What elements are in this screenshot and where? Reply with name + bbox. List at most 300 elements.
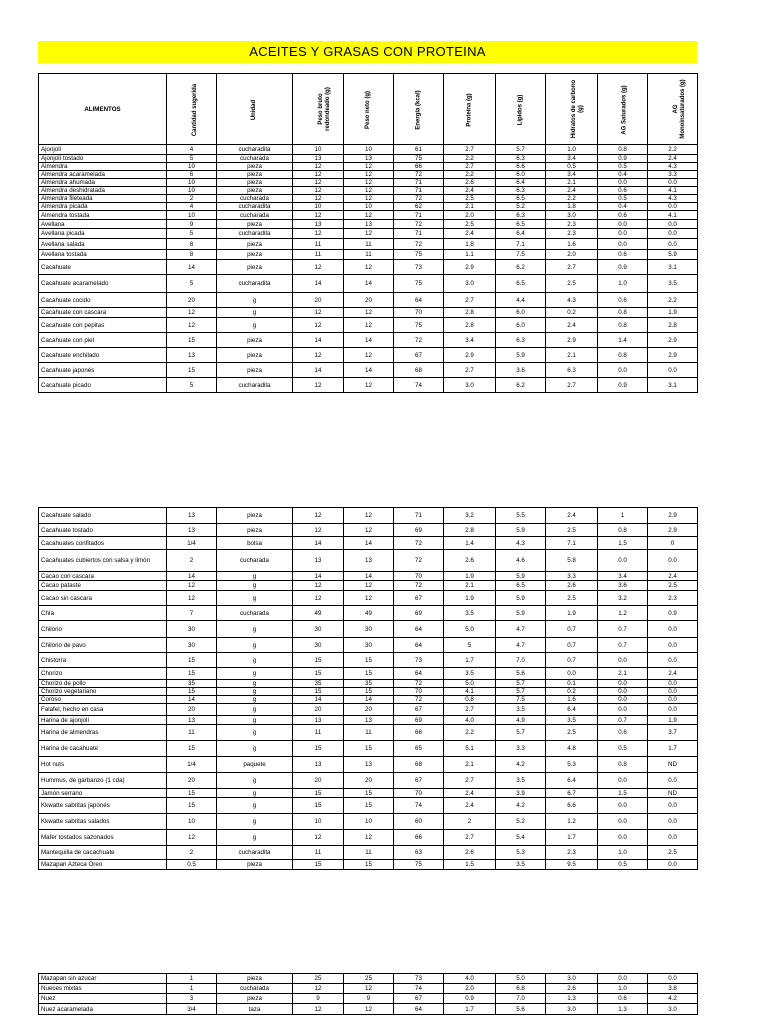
- gross-weight: 12: [293, 163, 344, 171]
- carbs: 1.2: [546, 814, 598, 830]
- saturated-fat: 0.0: [598, 653, 648, 668]
- protein: 0.9: [444, 994, 496, 1004]
- monounsaturated-fat: 0.0: [648, 974, 698, 984]
- energy: 67: [394, 348, 444, 363]
- protein: 2.7: [444, 773, 496, 789]
- lipids: 7.0: [496, 994, 546, 1004]
- lipids: 7.1: [496, 239, 546, 250]
- lipids: 6.3: [496, 187, 546, 195]
- table-row: [39, 606, 698, 621]
- protein: 5.1: [444, 741, 496, 757]
- protein: 2.1: [444, 757, 496, 773]
- gross-weight: 12: [293, 195, 344, 203]
- monounsaturated-fat: 5.9: [648, 250, 698, 260]
- gross-weight: 15: [293, 860, 344, 870]
- lipids: 5.9: [496, 524, 546, 537]
- saturated-fat: 0.0: [598, 363, 648, 378]
- gross-weight: 35: [293, 680, 344, 688]
- quantity: 12: [167, 581, 217, 591]
- quantity: 20: [167, 704, 217, 716]
- food-name: Almendra acaramelada: [39, 171, 167, 179]
- energy: 73: [394, 974, 444, 984]
- monounsaturated-fat: 1.9: [648, 716, 698, 725]
- quantity: 4: [167, 203, 217, 211]
- quantity: 30: [167, 638, 217, 653]
- unit: g: [217, 814, 293, 830]
- net-weight: 30: [344, 638, 394, 653]
- food-name: Almendra picada: [39, 203, 167, 211]
- lipids: 6.5: [496, 581, 546, 591]
- table-row: [39, 508, 698, 524]
- unit: cucharadita: [217, 275, 293, 293]
- saturated-fat: 0.8: [598, 318, 648, 333]
- lipids: 5.7: [496, 145, 546, 155]
- gross-weight: 14: [293, 572, 344, 581]
- monounsaturated-fat: 0.0: [648, 203, 698, 211]
- monounsaturated-fat: 3.1: [648, 260, 698, 275]
- gross-weight: 12: [293, 581, 344, 591]
- unit: g: [217, 591, 293, 606]
- unit: cucharada: [217, 211, 293, 220]
- food-name: Almendra fileteada: [39, 195, 167, 203]
- unit: g: [217, 668, 293, 680]
- energy: 68: [394, 757, 444, 773]
- energy: 75: [394, 275, 444, 293]
- carbs: 1.3: [546, 994, 598, 1004]
- quantity: 20: [167, 773, 217, 789]
- header-ag-saturados: AG Saturados (g): [598, 74, 648, 145]
- food-name: Chilorio: [39, 621, 167, 638]
- net-weight: 12: [344, 378, 394, 393]
- food-name: Nuez acaramelada: [39, 1004, 167, 1015]
- gross-weight: 12: [293, 508, 344, 524]
- gross-weight: 15: [293, 741, 344, 757]
- monounsaturated-fat: 0.0: [648, 704, 698, 716]
- quantity: 15: [167, 798, 217, 814]
- saturated-fat: 3.6: [598, 581, 648, 591]
- gross-weight: 10: [293, 145, 344, 155]
- table-row: [39, 741, 698, 757]
- unit: g: [217, 789, 293, 798]
- gross-weight: 12: [293, 830, 344, 846]
- lipids: 4.7: [496, 621, 546, 638]
- net-weight: 12: [344, 830, 394, 846]
- carbs: 2.3: [546, 220, 598, 229]
- unit: pieza: [217, 363, 293, 378]
- carbs: 6.6: [546, 798, 598, 814]
- monounsaturated-fat: 3.8: [648, 984, 698, 994]
- monounsaturated-fat: 2.5: [648, 846, 698, 860]
- saturated-fat: 0.5: [598, 741, 648, 757]
- lipids: 6.0: [496, 308, 546, 318]
- gross-weight: 12: [293, 229, 344, 239]
- monounsaturated-fat: 2.9: [648, 524, 698, 537]
- table-row: [39, 333, 698, 348]
- lipids: 4.9: [496, 716, 546, 725]
- food-name: Chorizo vegetariano: [39, 688, 167, 696]
- table-row: [39, 846, 698, 860]
- protein: 4.1: [444, 688, 496, 696]
- quantity: 15: [167, 668, 217, 680]
- saturated-fat: 1.5: [598, 789, 648, 798]
- energy: 67: [394, 704, 444, 716]
- monounsaturated-fat: 1.7: [648, 741, 698, 757]
- unit: cucharada: [217, 155, 293, 163]
- energy: 66: [394, 830, 444, 846]
- table-row: [39, 229, 698, 239]
- quantity: 11: [167, 725, 217, 741]
- carbs: 1.6: [546, 696, 598, 704]
- energy: 74: [394, 798, 444, 814]
- saturated-fat: 2.1: [598, 668, 648, 680]
- monounsaturated-fat: 1.9: [648, 308, 698, 318]
- protein: 3.4: [444, 333, 496, 348]
- protein: 2: [444, 814, 496, 830]
- monounsaturated-fat: 2.9: [648, 333, 698, 348]
- gross-weight: 13: [293, 155, 344, 163]
- protein: 2.4: [444, 789, 496, 798]
- energy: 71: [394, 211, 444, 220]
- carbs: 0.2: [546, 308, 598, 318]
- monounsaturated-fat: 2.8: [648, 318, 698, 333]
- quantity: 10: [167, 179, 217, 187]
- protein: 2.7: [444, 163, 496, 171]
- net-weight: 12: [344, 163, 394, 171]
- protein: 2.1: [444, 581, 496, 591]
- net-weight: 35: [344, 680, 394, 688]
- table-row: [39, 984, 698, 994]
- carbs: 4.8: [546, 741, 598, 757]
- net-weight: 12: [344, 179, 394, 187]
- monounsaturated-fat: 0: [648, 537, 698, 550]
- quantity: 12: [167, 318, 217, 333]
- net-weight: 11: [344, 250, 394, 260]
- energy: 73: [394, 653, 444, 668]
- protein: 2.7: [444, 704, 496, 716]
- lipids: 4.4: [496, 293, 546, 308]
- monounsaturated-fat: 0.0: [648, 653, 698, 668]
- gross-weight: 12: [293, 378, 344, 393]
- saturated-fat: 3.2: [598, 591, 648, 606]
- table-row: [39, 680, 698, 688]
- lipids: 6.8: [496, 984, 546, 994]
- energy: 67: [394, 773, 444, 789]
- protein: 4.0: [444, 974, 496, 984]
- carbs: 6.3: [546, 363, 598, 378]
- gross-weight: 15: [293, 688, 344, 696]
- saturated-fat: 0.0: [598, 229, 648, 239]
- energy: 62: [394, 203, 444, 211]
- monounsaturated-fat: 2.2: [648, 293, 698, 308]
- energy: 71: [394, 187, 444, 195]
- saturated-fat: 0.0: [598, 220, 648, 229]
- quantity: 14: [167, 572, 217, 581]
- food-name: Cacahuate cocido: [39, 293, 167, 308]
- lipids: 6.2: [496, 378, 546, 393]
- protein: 1.9: [444, 591, 496, 606]
- protein: 2.7: [444, 293, 496, 308]
- unit: pieza: [217, 239, 293, 250]
- food-name: Almendra deshidratada: [39, 187, 167, 195]
- net-weight: 12: [344, 524, 394, 537]
- carbs: 6.4: [546, 704, 598, 716]
- table-row: [39, 725, 698, 741]
- saturated-fat: 0.4: [598, 203, 648, 211]
- food-name: Falafel, hecho en casa: [39, 704, 167, 716]
- saturated-fat: 1.2: [598, 606, 648, 621]
- monounsaturated-fat: 3.5: [648, 275, 698, 293]
- unit: g: [217, 308, 293, 318]
- unit: g: [217, 293, 293, 308]
- carbs: 2.5: [546, 591, 598, 606]
- unit: g: [217, 725, 293, 741]
- protein: 2.4: [444, 187, 496, 195]
- energy: 74: [394, 378, 444, 393]
- table-row: [39, 203, 698, 211]
- unit: pieza: [217, 333, 293, 348]
- food-name: Cacahuate con cascara: [39, 308, 167, 318]
- monounsaturated-fat: 4.1: [648, 187, 698, 195]
- monounsaturated-fat: 2.2: [648, 145, 698, 155]
- unit: g: [217, 696, 293, 704]
- food-table-1: [38, 73, 698, 393]
- table-row: [39, 773, 698, 789]
- saturated-fat: 0.8: [598, 308, 648, 318]
- monounsaturated-fat: 0.0: [648, 830, 698, 846]
- saturated-fat: 0.5: [598, 860, 648, 870]
- food-name: Cacao sin cascara: [39, 591, 167, 606]
- food-name: Nuez: [39, 994, 167, 1004]
- table-row: [39, 171, 698, 179]
- monounsaturated-fat: 0.0: [648, 638, 698, 653]
- table-row: [39, 155, 698, 163]
- net-weight: 12: [344, 581, 394, 591]
- lipids: 5.2: [496, 203, 546, 211]
- energy: 71: [394, 229, 444, 239]
- gross-weight: 20: [293, 293, 344, 308]
- carbs: 3.4: [546, 155, 598, 163]
- lipids: 3.6: [496, 363, 546, 378]
- protein: 2.6: [444, 550, 496, 572]
- food-name: Chía: [39, 606, 167, 621]
- energy: 70: [394, 789, 444, 798]
- lipids: 4.3: [496, 537, 546, 550]
- gross-weight: 12: [293, 187, 344, 195]
- quantity: 1/4: [167, 537, 217, 550]
- saturated-fat: 1.5: [598, 537, 648, 550]
- table-row: [39, 757, 698, 773]
- unit: pieza: [217, 171, 293, 179]
- net-weight: 20: [344, 773, 394, 789]
- net-weight: 9: [344, 994, 394, 1004]
- food-name: Avellana tostada: [39, 250, 167, 260]
- gross-weight: 10: [293, 203, 344, 211]
- gross-weight: 12: [293, 179, 344, 187]
- table-row: [39, 220, 698, 229]
- lipids: 5.9: [496, 591, 546, 606]
- quantity: 12: [167, 308, 217, 318]
- header-cantidad: Cantidad sugerida: [167, 74, 217, 145]
- energy: 67: [394, 994, 444, 1004]
- gross-weight: 11: [293, 250, 344, 260]
- carbs: 3.3: [546, 572, 598, 581]
- protein: 5.0: [444, 680, 496, 688]
- protein: 2.8: [444, 318, 496, 333]
- carbs: 9.5: [546, 860, 598, 870]
- saturated-fat: 0.6: [598, 994, 648, 1004]
- table-row: [39, 318, 698, 333]
- gross-weight: 12: [293, 260, 344, 275]
- food-name: Cacahuate japonés: [39, 363, 167, 378]
- gross-weight: 14: [293, 696, 344, 704]
- food-name: Cacao pataste: [39, 581, 167, 591]
- unit: cucharadita: [217, 145, 293, 155]
- protein: 3.2: [444, 508, 496, 524]
- saturated-fat: 0.0: [598, 688, 648, 696]
- carbs: 3.0: [546, 211, 598, 220]
- lipids: 3.5: [496, 704, 546, 716]
- energy: 70: [394, 572, 444, 581]
- protein: 2.6: [444, 846, 496, 860]
- monounsaturated-fat: 3.1: [648, 378, 698, 393]
- saturated-fat: 1.0: [598, 984, 648, 994]
- quantity: 5: [167, 378, 217, 393]
- carbs: 1.6: [546, 239, 598, 250]
- table-row: [39, 716, 698, 725]
- saturated-fat: 0.8: [598, 524, 648, 537]
- unit: pieza: [217, 524, 293, 537]
- unit: pieza: [217, 348, 293, 363]
- monounsaturated-fat: 0.0: [648, 773, 698, 789]
- gross-weight: 14: [293, 363, 344, 378]
- food-name: Chistorra: [39, 653, 167, 668]
- carbs: 6.4: [546, 773, 598, 789]
- unit: g: [217, 704, 293, 716]
- protein: 2.2: [444, 171, 496, 179]
- gross-weight: 12: [293, 524, 344, 537]
- quantity: 1: [167, 974, 217, 984]
- monounsaturated-fat: 3.3: [648, 171, 698, 179]
- monounsaturated-fat: 2.4: [648, 572, 698, 581]
- lipids: 6.4: [496, 229, 546, 239]
- lipids: 5.3: [496, 846, 546, 860]
- energy: 75: [394, 155, 444, 163]
- lipids: 6.5: [496, 220, 546, 229]
- food-name: Avellana: [39, 220, 167, 229]
- carbs: 3.5: [546, 716, 598, 725]
- saturated-fat: 0.0: [598, 704, 648, 716]
- lipids: 5.2: [496, 814, 546, 830]
- table-row: [39, 1004, 698, 1015]
- food-name: Chorizo de pollo: [39, 680, 167, 688]
- quantity: 15: [167, 688, 217, 696]
- lipids: 6.3: [496, 155, 546, 163]
- quantity: 2: [167, 846, 217, 860]
- carbs: 2.1: [546, 348, 598, 363]
- net-weight: 20: [344, 293, 394, 308]
- saturated-fat: 0.6: [598, 250, 648, 260]
- carbs: 0.7: [546, 621, 598, 638]
- food-name: Mazapan Azteca Oreo: [39, 860, 167, 870]
- net-weight: 15: [344, 741, 394, 757]
- energy: 64: [394, 293, 444, 308]
- monounsaturated-fat: 0.0: [648, 239, 698, 250]
- unit: pieza: [217, 994, 293, 1004]
- table-row: [39, 187, 698, 195]
- net-weight: 14: [344, 275, 394, 293]
- lipids: 4.6: [496, 550, 546, 572]
- food-name: Almendra: [39, 163, 167, 171]
- protein: 2.2: [444, 725, 496, 741]
- energy: 72: [394, 195, 444, 203]
- monounsaturated-fat: 4.3: [648, 163, 698, 171]
- table-row: [39, 830, 698, 846]
- lipids: 5.0: [496, 974, 546, 984]
- header-unidad: Unidad: [217, 74, 293, 145]
- monounsaturated-fat: 0.0: [648, 814, 698, 830]
- net-weight: 14: [344, 333, 394, 348]
- food-name: Cacahuate enchilado: [39, 348, 167, 363]
- monounsaturated-fat: 4.2: [648, 994, 698, 1004]
- unit: cucharada: [217, 984, 293, 994]
- net-weight: 14: [344, 572, 394, 581]
- carbs: 2.4: [546, 318, 598, 333]
- lipids: 6.0: [496, 318, 546, 333]
- food-name: Chorizo: [39, 668, 167, 680]
- food-name: Avellana salada: [39, 239, 167, 250]
- saturated-fat: 0.8: [598, 145, 648, 155]
- net-weight: 15: [344, 798, 394, 814]
- food-name: Cacahuates cubiertos con salsa y limón: [39, 550, 167, 572]
- protein: 5: [444, 638, 496, 653]
- table-row: [39, 275, 698, 293]
- energy: 74: [394, 984, 444, 994]
- carbs: 3.0: [546, 1004, 598, 1015]
- carbs: 2.3: [546, 846, 598, 860]
- protein: 3.5: [444, 668, 496, 680]
- unit: g: [217, 581, 293, 591]
- monounsaturated-fat: ND: [648, 789, 698, 798]
- lipids: 5.9: [496, 572, 546, 581]
- food-name: Cacahuates confitados: [39, 537, 167, 550]
- unit: g: [217, 572, 293, 581]
- saturated-fat: 0.0: [598, 798, 648, 814]
- carbs: 3.0: [546, 974, 598, 984]
- food-name: Mantequilla de cacachuate: [39, 846, 167, 860]
- protein: 2.5: [444, 220, 496, 229]
- table-row: [39, 211, 698, 220]
- monounsaturated-fat: 2.9: [648, 508, 698, 524]
- unit: pieza: [217, 250, 293, 260]
- protein: 2.0: [444, 211, 496, 220]
- monounsaturated-fat: 2.4: [648, 668, 698, 680]
- table-row: [39, 668, 698, 680]
- quantity: 8: [167, 250, 217, 260]
- quantity: 12: [167, 591, 217, 606]
- saturated-fat: 0.9: [598, 260, 648, 275]
- protein: 1.9: [444, 572, 496, 581]
- gross-weight: 20: [293, 704, 344, 716]
- saturated-fat: 0.7: [598, 638, 648, 653]
- gross-weight: 12: [293, 1004, 344, 1015]
- monounsaturated-fat: 0.0: [648, 550, 698, 572]
- gross-weight: 12: [293, 308, 344, 318]
- energy: 68: [394, 363, 444, 378]
- protein: 2.2: [444, 155, 496, 163]
- food-name: Harina de almendras: [39, 725, 167, 741]
- table-row: [39, 974, 698, 984]
- table-row: [39, 653, 698, 668]
